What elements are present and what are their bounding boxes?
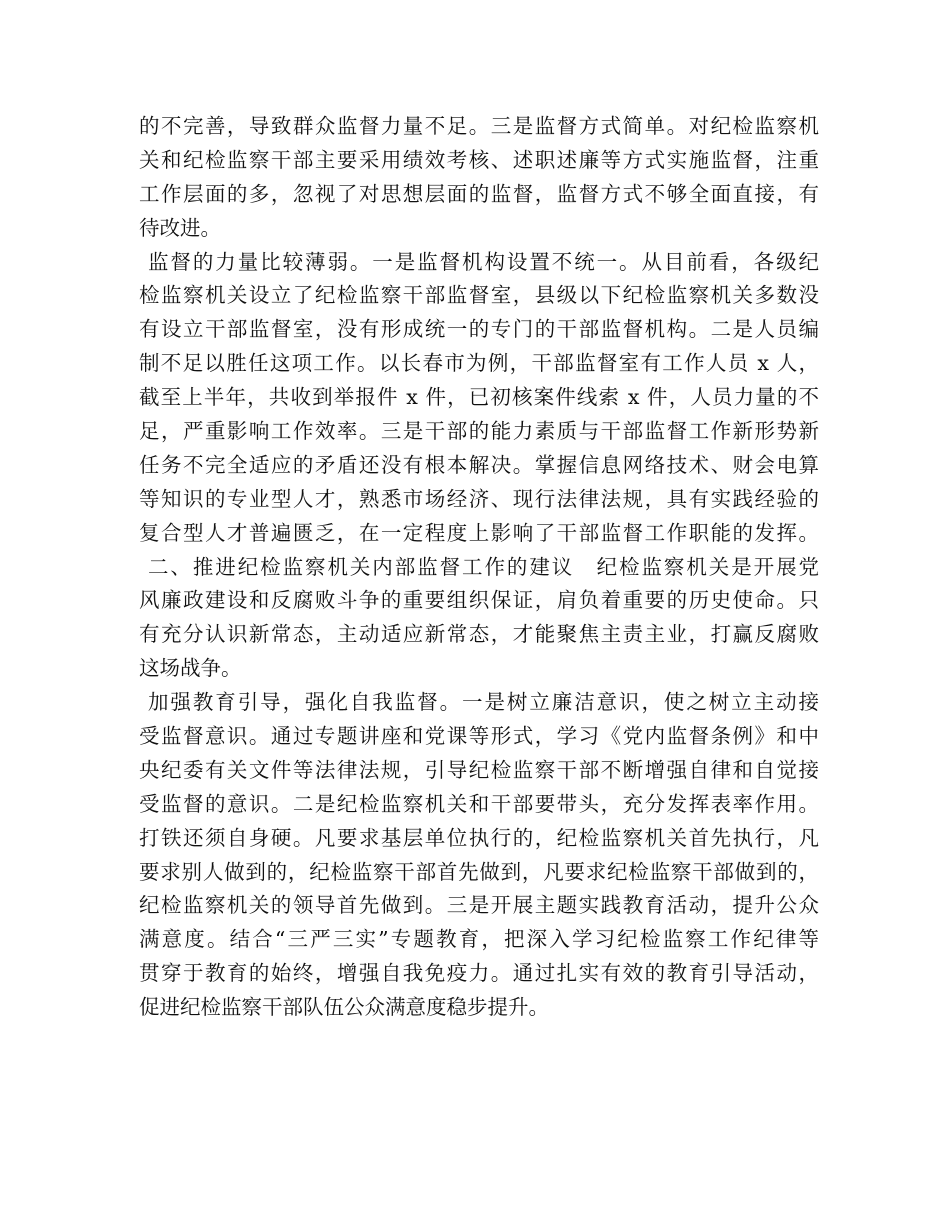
- text-line: 复合型人才普遍匮乏，在一定程度上影响了干部监督工作职能的发挥。: [139, 520, 819, 545]
- text-line: 打铁还须自身硬。凡要求基层单位执行的，纪检监察机关首先执行，凡: [139, 825, 819, 850]
- text-line: 满意度。结合“三严三实”专题教育，把深入学习纪检监察工作纪律等: [139, 927, 819, 952]
- text-line: 受监督意识。通过专题讲座和党课等形式，学习《党内监督条例》和中: [139, 724, 819, 749]
- text-line: 促进纪检监察干部队伍公众满意度稳步提升。: [139, 995, 549, 1020]
- text-line: 有设立干部监督室，没有形成统一的专门的干部监督机构。二是人员编: [139, 317, 819, 342]
- text-line: 任务不完全适应的矛盾还没有根本解决。掌握信息网络技术、财会电算: [139, 452, 819, 477]
- text-line: 制不足以胜任这项工作。以长春市为例，干部监督室有工作人员 x 人，: [139, 351, 819, 376]
- body-text: [139, 110, 819, 1025]
- text-line: 监督的力量比较薄弱。一是监督机构设置不统一。从目前看，各级纪: [148, 249, 819, 274]
- text-line: 这场战争。: [139, 656, 242, 681]
- text-line: 要求别人做到的，纪检监察干部首先做到，凡要求纪检监察干部做到的，: [139, 859, 819, 884]
- text-line: 加强教育引导，强化自我监督。一是树立廉洁意识，使之树立主动接: [148, 690, 819, 715]
- text-line: 风廉政建设和反腐败斗争的重要组织保证，肩负着重要的历史使命。只: [139, 588, 819, 613]
- text-line: 的不完善，导致群众监督力量不足。三是监督方式简单。对纪检监察机: [139, 114, 819, 138]
- text-line: 贯穿于教育的始终，增强自我免疫力。通过扎实有效的教育引导活动，: [139, 961, 819, 986]
- text-line: 工作层面的多，忽视了对思想层面的监督，监督方式不够全面直接，有: [139, 181, 819, 206]
- text-line: 待改进。: [139, 215, 221, 240]
- text-line: 足，严重影响工作效率。三是干部的能力素质与干部监督工作新形势新: [139, 419, 819, 444]
- text-line: 检监察机关设立了纪检监察干部监督室，县级以下纪检监察机关多数没: [139, 283, 819, 308]
- text-line: 关和纪检监察干部主要采用绩效考核、述职述廉等方式实施监督，注重: [139, 147, 819, 172]
- text-line: 央纪委有关文件等法律法规，引导纪检监察干部不断增强自律和自觉接: [139, 757, 819, 782]
- text-line: 截至上半年，共收到举报件 x 件，已初核案件线索 x 件，人员力量的不: [139, 385, 819, 410]
- text-line: 纪检监察机关的领导首先做到。三是开展主题实践教育活动，提升公众: [139, 893, 819, 918]
- text-line: 有充分认识新常态，主动适应新常态，才能聚焦主责主业，打赢反腐败: [139, 622, 819, 647]
- text-line: 二、推进纪检监察机关内部监督工作的建议 纪检监察机关是开展党: [148, 554, 819, 579]
- text-line: 等知识的专业型人才，熟悉市场经济、现行法律法规，具有实践经验的: [139, 486, 819, 511]
- text-line: 受监督的意识。二是纪检监察机关和干部要带头，充分发挥表率作用。: [139, 791, 819, 816]
